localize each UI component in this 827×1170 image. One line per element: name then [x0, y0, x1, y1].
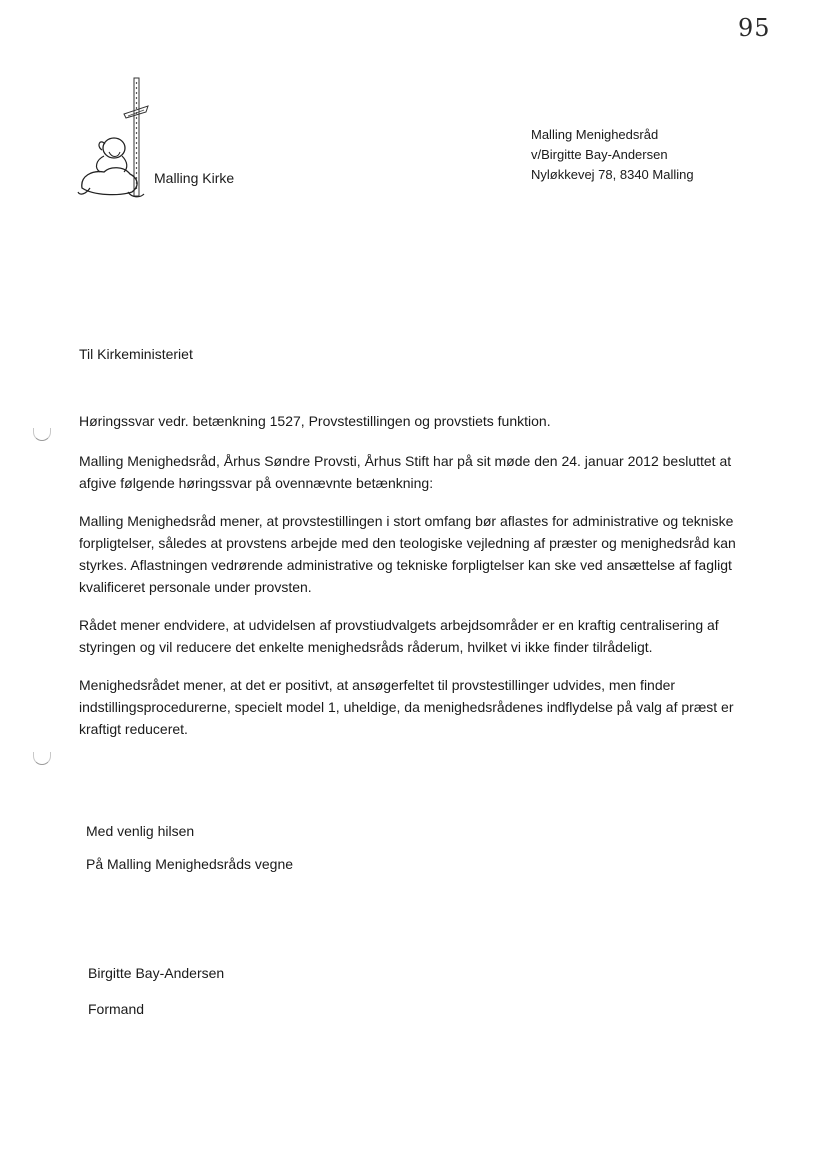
punch-hole-mark [33, 428, 51, 441]
letter-body [79, 410, 759, 756]
recipient: Til Kirkeministeriet [79, 346, 193, 362]
subject-line: Høringssvar vedr. betænkning 1527, Provstestillingen og provstiets funktion. [79, 413, 551, 429]
signatory-name: Birgitte Bay-Andersen [88, 965, 225, 981]
punch-hole-mark [33, 752, 51, 765]
sender-address [531, 125, 694, 185]
sender-organization: Malling Menighedsråd [531, 127, 659, 142]
body-paragraph: Malling Menighedsråd mener, at provstestillingen i stort omfang bør aflastes for administrative og tekniske forpligtelser, således at provstens arbejde med den teologiske vejledning af præster og menighedsråd kan styrkes. Aflastningen vedrørende administrative og tekniske forpligtelser kan ske ved ansættelse af fagligt kvalificeret personale under provsten. [79, 513, 736, 595]
closing [86, 815, 293, 881]
closing-on-behalf: På Malling Menighedsråds vegne [86, 856, 294, 872]
body-paragraph: Rådet mener endvidere, at udvidelsen af provstiudvalgets arbejdsområder er en kraftig centralisering af styringen og vil reducere det enkelte menighedsråds råderum, hvilket vi ikke finder tilrådeligt. [79, 617, 719, 655]
signature-block [88, 955, 224, 1027]
handwritten-page-number: 95 [738, 14, 771, 42]
logo-text: Malling Kirke [154, 170, 235, 186]
body-paragraph: Malling Menighedsråd, Århus Søndre Provsti, Århus Stift har på sit møde den 24. januar 2012 besluttet at afgive følgende høringssvar på ovennævnte betænkning: [79, 453, 732, 491]
body-paragraph: Menighedsrådet mener, at det er positivt, at ansøgerfeltet til provstestillinger udvides, men finder indstillingsprocedurerne, specielt model 1, uheldige, da menighedsrådenes indflydelse på valg af præst er kraftigt reduceret. [79, 677, 734, 737]
church-logo [74, 76, 244, 202]
closing-greeting: Med venlig hilsen [86, 823, 195, 839]
church-cross-lamb-icon [74, 76, 164, 202]
sender-contact: v/Birgitte Bay-Andersen [531, 147, 668, 162]
signatory-title: Formand [88, 1001, 145, 1017]
sender-street-address: Nyløkkevej 78, 8340 Malling [531, 167, 694, 182]
